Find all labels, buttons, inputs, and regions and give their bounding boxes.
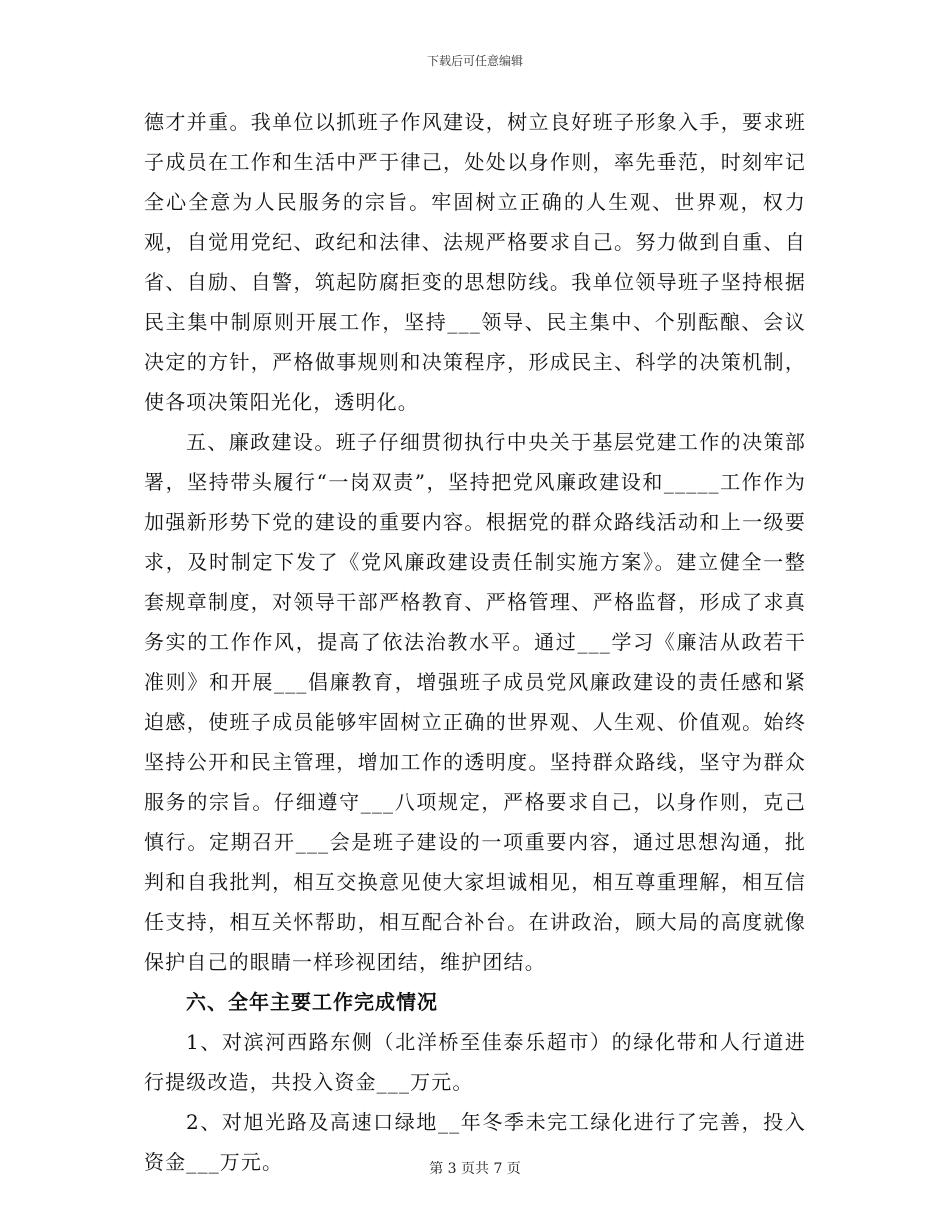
page-footer-number: 第 3 页共 7 页 xyxy=(429,1161,521,1177)
paragraph-section-five: 五、廉政建设。班子仔细贯彻执行中央关于基层党建工作的决策部署，坚持带头履行“一岗双责”，坚持把党风廉政建设和_____工作作为加强新形势下党的建设的重要内容。根据党的群众路线活动和上一级要求，及时制定下发了《党风廉政建设责任制实施方案》。建立健全一整套规章制度，对领导干部严格教育、严格管理、严格监督，形成了求真务实的工作作风，提高了依法治教水平。通过___学习《廉洁从政若干准则》和开展___倡廉教育，增强班子成员党风廉政建设的责任感和紧迫感，使班子成员能够牢固树立正确的世界观、人生观、价值观。始终坚持公开和民主管理，增加工作的透明度。坚持群众路线，坚守为群众服务的宗旨。仔细遵守___八项规定，严格要求自己，以身作则，克己慎行。定期召开___会是班子建设的一项重要内容，通过思想沟通，批判和自我批判，相互交换意见使大家坦诚相见，相互尊重理解，相互信任支持，相互关怀帮助，相互配合补台。在讲政治，顾大局的高度就像保护自己的眼睛一样珍视团结，维护团结。 xyxy=(144,430,806,974)
document-body xyxy=(144,102,806,1182)
section-heading-six: 六、全年主要工作完成情况 xyxy=(186,990,438,1014)
page-header-note: 下载后可任意编辑 xyxy=(426,54,523,68)
paragraph-continued: 德才并重。我单位以抓班子作风建设，树立良好班子形象入手，要求班子成员在工作和生活中严于律己，处处以身作则，率先垂范，时刻牢记全心全意为人民服务的宗旨。牢固树立正确的人生观、世界观，权力观，自觉用党纪、政纪和法律、法规严格要求自己。努力做到自重、自省、自励、自警，筑起防腐拒变的思想防线。我单位领导班子坚持根据民主集中制原则开展工作，坚持___领导、民主集中、个别酝酿、会议决定的方针，严格做事规则和决策程序，形成民主、科学的决策机制，使各项决策阳光化，透明化。 xyxy=(144,110,806,414)
list-item-1: 1、对滨河西路东侧（北洋桥至佳泰乐超市）的绿化带和人行道进行提级改造，共投入资金___万元。 xyxy=(144,1030,806,1094)
list-item-2: 2、对旭光路及高速口绿地__年冬季未完工绿化进行了完善，投入资金___万元。 xyxy=(144,1110,806,1174)
